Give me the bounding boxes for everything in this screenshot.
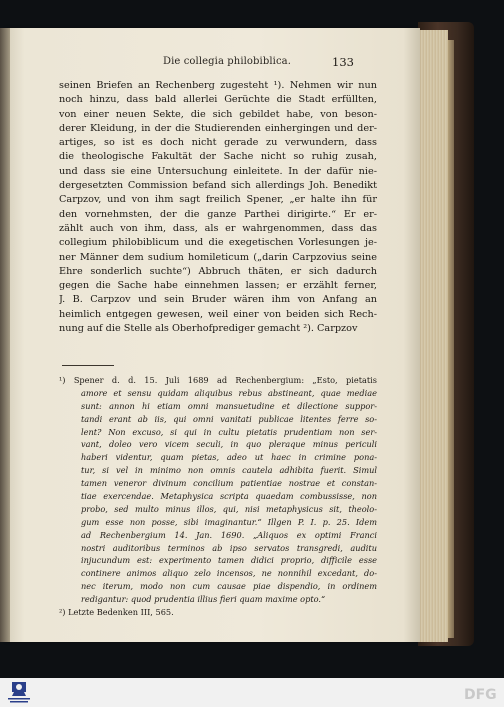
body-line: den vornehmsten, der die ganze Parthei dirigirte.“ Er er- — [59, 208, 377, 220]
footnote-divider — [62, 365, 114, 366]
footnote-line: injucundum est: experimento tamen didici proprio, difficile esse — [81, 555, 377, 566]
viewer-footer — [0, 678, 504, 707]
body-line: gegen die Sache habe einnehmen lassen; er erzählt ferner, — [59, 280, 377, 292]
footnote-line: nec iterum, modo non cum causae piae dispendio, in ordinem — [81, 581, 377, 592]
dfg-logo-icon — [462, 685, 500, 701]
footnote-line: gum esse non posse, sibi imaginantur.“ Illgen P. I. p. 25. Idem — [81, 516, 377, 527]
footnote-2: ²) Letzte Bedenken III, 565. — [59, 607, 174, 618]
footnote-line: tandi erant ab iis, qui omni vanitati publicae litentes ferre so- — [81, 413, 377, 424]
dfg-logo-text: DFG — [464, 687, 497, 701]
body-line: noch hinzu, dass bald allerlei Gerüchte die Stadt erfüllten, — [59, 94, 377, 106]
body-line: heimlich entgegen gewesen, weil einer von beiden sich Rech- — [59, 308, 377, 320]
body-line: artiges, so ist es doch nicht gerade zu verwundern, dass — [59, 137, 377, 149]
page-gutter — [0, 28, 10, 642]
footnote-line: amore et sensu quidam aliquibus rebus abstineant, quae mediae — [81, 387, 377, 398]
footnote-line: tiae exercendae. Metaphysica scripta quaedam combussisse, non — [81, 491, 377, 502]
footnote-line: probo, sed multo minus illos, qui, nisi metaphysicus sit, theolo- — [81, 503, 377, 514]
body-text — [59, 79, 377, 336]
body-line: collegium philobiblicum und die exegetischen Vorlesungen je- — [59, 237, 377, 249]
library-seal-icon — [2, 680, 36, 705]
body-line: ner Männer dem sudium homileticum („darin Carpzovius seine — [59, 251, 377, 263]
body-line: die theologische Fakultät der Sache nicht so ruhig zusah, — [59, 151, 377, 163]
footnote-line: nostri auditoribus terminos ab ipso servatos transgredi, auditu — [81, 542, 377, 553]
body-line: und dass sie eine Untersuchung einleitete. In der dafür nie- — [59, 165, 377, 177]
body-line: Carpzov, und von ihm sagt freilich Spener, „er halte ihn für — [59, 194, 377, 206]
footnote-line: lent? Non excuso, si qui in cultu pietatis prudentiam non ser- — [81, 426, 377, 437]
footnote-1 — [59, 374, 377, 606]
body-line: nung auf die Stelle als Oberhofprediger gemacht ²). Carpzov — [59, 323, 358, 335]
body-line: seinen Briefen an Rechenberg zugesteht ¹). Nehmen wir nun — [59, 80, 377, 91]
body-line: derer Kleidung, in der die Studierenden einhergingen und der- — [59, 122, 377, 134]
footnote-line: ad Rechenbergium 14. Jan. 1690. „Aliquos ex optimi Franci — [81, 529, 377, 540]
footnote-line: redigantur: quod prudentia illius fieri quam maxime opto.“ — [81, 594, 326, 605]
body-line: dergesetzten Commission befand sich allerdings Joh. Benedikt — [59, 180, 377, 192]
footnote-line: sunt: annon hi etiam omni mansuetudine et dilectione suppor- — [81, 400, 377, 411]
body-line: zählt auch von ihm, dass, als er wahrgenommen, dass das — [59, 222, 377, 234]
body-line: Ehre sonderlich suchte“) Abbruch thäten, er sich dadurch — [59, 265, 377, 277]
footnote-line: haberi videntur, quam pietas, adeo ut haec in crimine pona- — [81, 452, 377, 463]
page-number: 133 — [332, 55, 354, 69]
page-edges — [418, 30, 448, 642]
footnotes — [59, 374, 377, 619]
footnote-line: ¹) Spener d. d. 15. Juli 1689 ad Rechenbergium: „Esto, pietatis — [59, 375, 377, 385]
footnote-line: continere animos aliquo zelo incensos, ne nonnihil excedant, do- — [81, 568, 377, 579]
footnote-line: tamen veneror divinum concilium patientiae nostrae et constan- — [81, 478, 377, 489]
footnote-line: vant, doleo vero vicem seculi, in quo pleraque minus periculi — [81, 439, 377, 450]
running-title: Die collegia philobiblica. — [163, 56, 291, 67]
body-line: von einer neuen Sekte, die sich gebildet habe, von beson- — [59, 108, 377, 120]
body-line: J. B. Carpzov und sein Bruder wären ihm von Anfang an — [59, 294, 377, 306]
page-edges-shadow — [448, 40, 454, 638]
footnote-line: tur, si vel in minimo non omnis cautela adhibita fuerit. Simul — [81, 465, 377, 476]
